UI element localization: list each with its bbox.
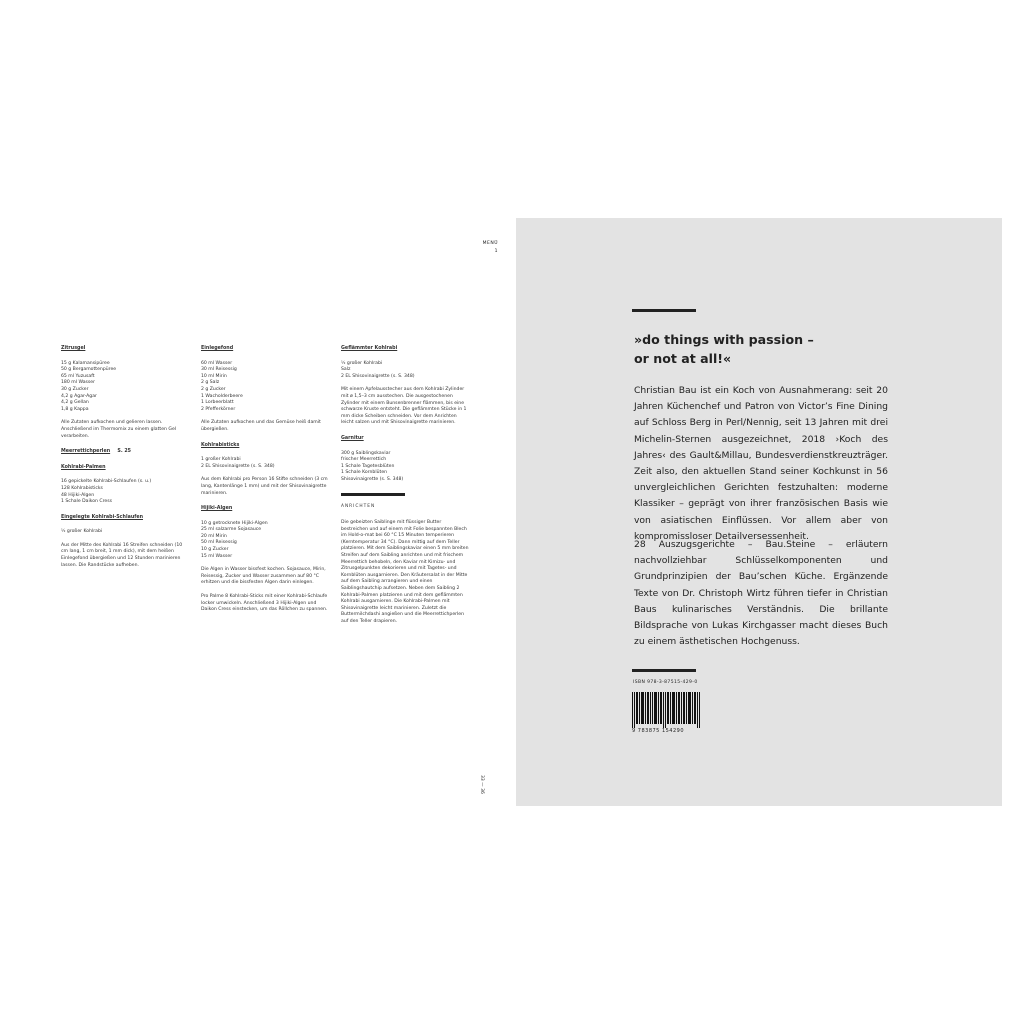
ingredient: 4,2 g Gellan <box>61 400 89 406</box>
ingredient: 1,8 g Kappa <box>61 406 89 412</box>
ingredient: 2 Pfefferkörner <box>201 406 236 412</box>
recipe-section-sticks <box>201 443 329 498</box>
recipe-section-anrichten <box>341 493 469 626</box>
barcode-number: 9 783875 154290 <box>632 728 685 734</box>
blurb-paragraph-2: 28 Auszugsgerichte – Bau.Steine – erläutern nachvollziehbar Schlüsselkomponenten und Grundprinzipien der Bau’schen Küche. Ergänzende Texte von Dr. Christoph Wirtz führen tiefer in Christian Baus kulinarisches Verständnis. Die brillante Bildsprache von Lukas Kirchgasser macht dieses Buch zu einem ästhetischen Hochgenuss. <box>634 539 888 648</box>
quote-line: or not at all!« <box>634 351 732 366</box>
ingredient: 65 ml Yuzusaft <box>61 373 95 379</box>
section-title: Hijiki-Algen <box>201 506 233 512</box>
isbn-text: ISBN 978-3-87515-429-0 <box>633 680 698 685</box>
ingredient: 1 Schale Tagetesblüten <box>341 463 395 469</box>
recipe-section-garnitur <box>341 436 469 484</box>
section-rule <box>341 493 405 496</box>
section-title: ANRICHTEN <box>341 503 376 509</box>
ingredient: 10 g Zucker <box>201 547 229 553</box>
bottom-rule <box>632 669 696 672</box>
ingredient: 1 Schale Daikon Cress <box>61 499 113 505</box>
ingredient: 1 Wacholderbeere <box>201 393 243 399</box>
instruction: Die Algen in Wasser bissfest kochen. Sojasauce, Mirin, Reisessig, Zucker und Wasser zusammen auf 80 °C erhitzen und die bissfesten Algen darin einlegen. <box>201 567 326 586</box>
instruction: Die gebeizten Saiblinge mit flüssiger Butter bestreichen und auf einem mit Folie bespannten Blech im Hold-o-mat bei 60 °C 15 Minuten temperieren (Kerntemperatur 34 °C). Dann mittig auf dem Teller platzieren. Mit dem Saiblingskaviar einen 5 mm breiten Streifen auf dem Saibling anrichten und mit frischem Meerrettich behobeln, den Kaviar mit Kimizu- und Zitrusgelpunkten dekorieren und mit Tagetes- und Kornblüten ausgarnieren. Den Kräutersalat in der Mitte auf dem Saibling arrangieren und einen Saiblingshautchip aufsetzen. Neben dem Saibling 2 Kohlrabi-Palmen platzieren und mit dem geflämmten Kohlrabi ausgarnieren. Die Kohlrabi-Palmen mit Shisovinaigrette leicht marinieren. Zuletzt die Buttermilchdashi angießen und die Meerrettichperlen auf den Teller drapieren. <box>341 520 469 624</box>
ingredient: 2 g Salz <box>201 380 220 386</box>
ingredient: 128 Kohlrabisticks <box>61 485 103 491</box>
recipe-section-palmen <box>61 465 189 506</box>
ingredient: 1 Schale Kornblüten <box>341 470 388 476</box>
ingredient: 25 ml salzarme Sojasauce <box>201 527 262 533</box>
instruction: Mit einem Apfelausstecher aus dem Kohlrabi Zylinder mit ø 1,5–3 cm ausstechen. Die ausgestochenen Zylinder mit einem Bunsenbrenner flämmen, bis eine schwarze Kruste entsteht. Die geflämmten Stücke in 1 mm dicke Scheiben schneiden. Vor dem Anrichten leicht salzen und mit Shisovinaigrette marinieren. <box>341 387 467 426</box>
ingredient: Salz <box>341 367 351 373</box>
ingredient: 2 EL Shisovinaigrette (s. S. 348) <box>201 463 275 469</box>
recipe-section-hijiki <box>201 506 329 614</box>
ingredient: 30 ml Reisessig <box>201 367 237 373</box>
section-title <box>61 449 131 456</box>
ingredient: 15 g Kalamansipüree <box>61 360 110 366</box>
recipe-column-1 <box>61 346 189 578</box>
ingredient: 1 großer Kohlrabi <box>201 457 241 463</box>
page-folio: 33 — 36 <box>479 775 484 794</box>
section-title: Geflämmter Kohlrabi <box>341 346 398 351</box>
section-title: Kohlrabi-Palmen <box>61 464 106 470</box>
recipe-section-einlegefond <box>201 346 329 434</box>
section-title: Eingelegte Kohlrabi-Schlaufen <box>61 514 143 520</box>
ingredient: frischer Meerrettich <box>341 457 387 463</box>
ingredient: 300 g Saiblingskaviar <box>341 450 391 456</box>
recipe-column-2 <box>201 346 329 623</box>
quote-line: »do things with passion – <box>634 332 814 347</box>
section-title: Garnitur <box>341 435 364 441</box>
recipe-section-schlaufen <box>61 515 189 570</box>
instruction: Aus der Mitte des Kohlrabi 16 Streifen schneiden (10 cm lang, 1 cm breit, 1 mm dick), mit dem heißen Einlegefond übergießen und 12 Stunden marinieren lassen. Die Randstücke aufheben. <box>61 542 183 568</box>
ingredient: 48 Hijiki-Algen <box>61 492 95 498</box>
ingredient: 2 g Zucker <box>201 386 226 392</box>
ingredient: 15 ml Wasser <box>201 553 233 559</box>
ingredient: 50 g Bergamottenpüree <box>61 367 117 373</box>
top-rule <box>632 309 696 312</box>
ingredient: Shisovinaigrette (s. S. 348) <box>341 476 404 482</box>
ingredient: 50 ml Reisessig <box>201 540 237 546</box>
section-title: Zitrusgel <box>61 346 86 351</box>
ingredient: 10 ml Mirin <box>201 373 227 379</box>
section-title-text: Meerrettichperlen <box>61 449 111 455</box>
instruction: Alle Zutaten aufkochen und das Gemüse heiß damit übergießen. <box>201 420 321 432</box>
ingredient: ½ großer Kohlrabi <box>341 360 383 366</box>
ingredient: 10 g getrocknete Hijiki-Algen <box>201 520 268 526</box>
page-reference: S. 25 <box>117 449 131 455</box>
ingredient: 180 ml Wasser <box>61 380 96 386</box>
ingredient: 2 EL Shisovinaigrette (s. S. 348) <box>341 373 415 379</box>
instruction: Aus dem Kohlrabi pro Person 16 Stifte schneiden (3 cm lang, Kantenlänge 1 mm) und mit der Shisovinaigrette marinieren. <box>201 477 328 496</box>
ingredient: 1 Lorbeerblatt <box>201 400 234 406</box>
ingredient: ½ großer Kohlrabi <box>61 529 103 535</box>
menu-number: 1 <box>494 249 498 254</box>
menu-marker <box>478 240 498 256</box>
recipe-section-meerrettich <box>61 449 189 456</box>
recipe-section-geflammt <box>341 346 469 427</box>
ingredient: 4,2 g Agar-Agar <box>61 393 97 399</box>
ingredient: 30 g Zucker <box>61 386 89 392</box>
section-title: Kohlrabisticks <box>201 442 240 448</box>
blurb-paragraph-1: Christian Bau ist ein Koch von Ausnahmerang: seit 20 Jahren Küchenchef und Patron von Victor’s Fine Dining auf Schloss Berg in Perl/Nennig, seit 13 Jahren mit drei Michelin-Sternen ausgezeichnet, 2018 ›Koch des Jahres‹ des Gault&Millau, Bundesverdienstkreuzträger. Zeit also, den aktuellen Stand seiner Kochkunst in 56 unvergleichlichen Gerichten festzuhalten: moderne Klassiker – geprägt von ihrer französischen Basis wie von asiatischen Einflüssen. Vor allem aber von kompromissloser Detailversessenheit. <box>634 385 888 542</box>
ingredient: 20 ml Mirin <box>201 533 227 539</box>
ingredient: 16 gepickelte Kohlrabi-Schlaufen (s. u.) <box>61 479 152 485</box>
quote-heading <box>634 330 814 368</box>
barcode-icon <box>632 692 700 728</box>
section-title: Einlegefond <box>201 346 234 351</box>
recipe-section-zitrusgel <box>61 346 189 440</box>
ingredient: 60 ml Wasser <box>201 360 233 366</box>
recipe-column-3 <box>341 346 469 635</box>
menu-label: MENÜ <box>482 241 498 246</box>
instruction: Alle Zutaten aufkochen und gelieren lassen. Anschließend im Thermomix zu einem glatten Gel verarbeiten. <box>61 420 177 439</box>
instruction: Pro Palme 8 Kohlrabi-Sticks mit einer Kohlrabi-Schlaufe locker umwickeln. Anschließend 3 Hijiki-Algen und Daikon Cress einstecken, um das Röllchen zu spannen. <box>201 594 328 613</box>
